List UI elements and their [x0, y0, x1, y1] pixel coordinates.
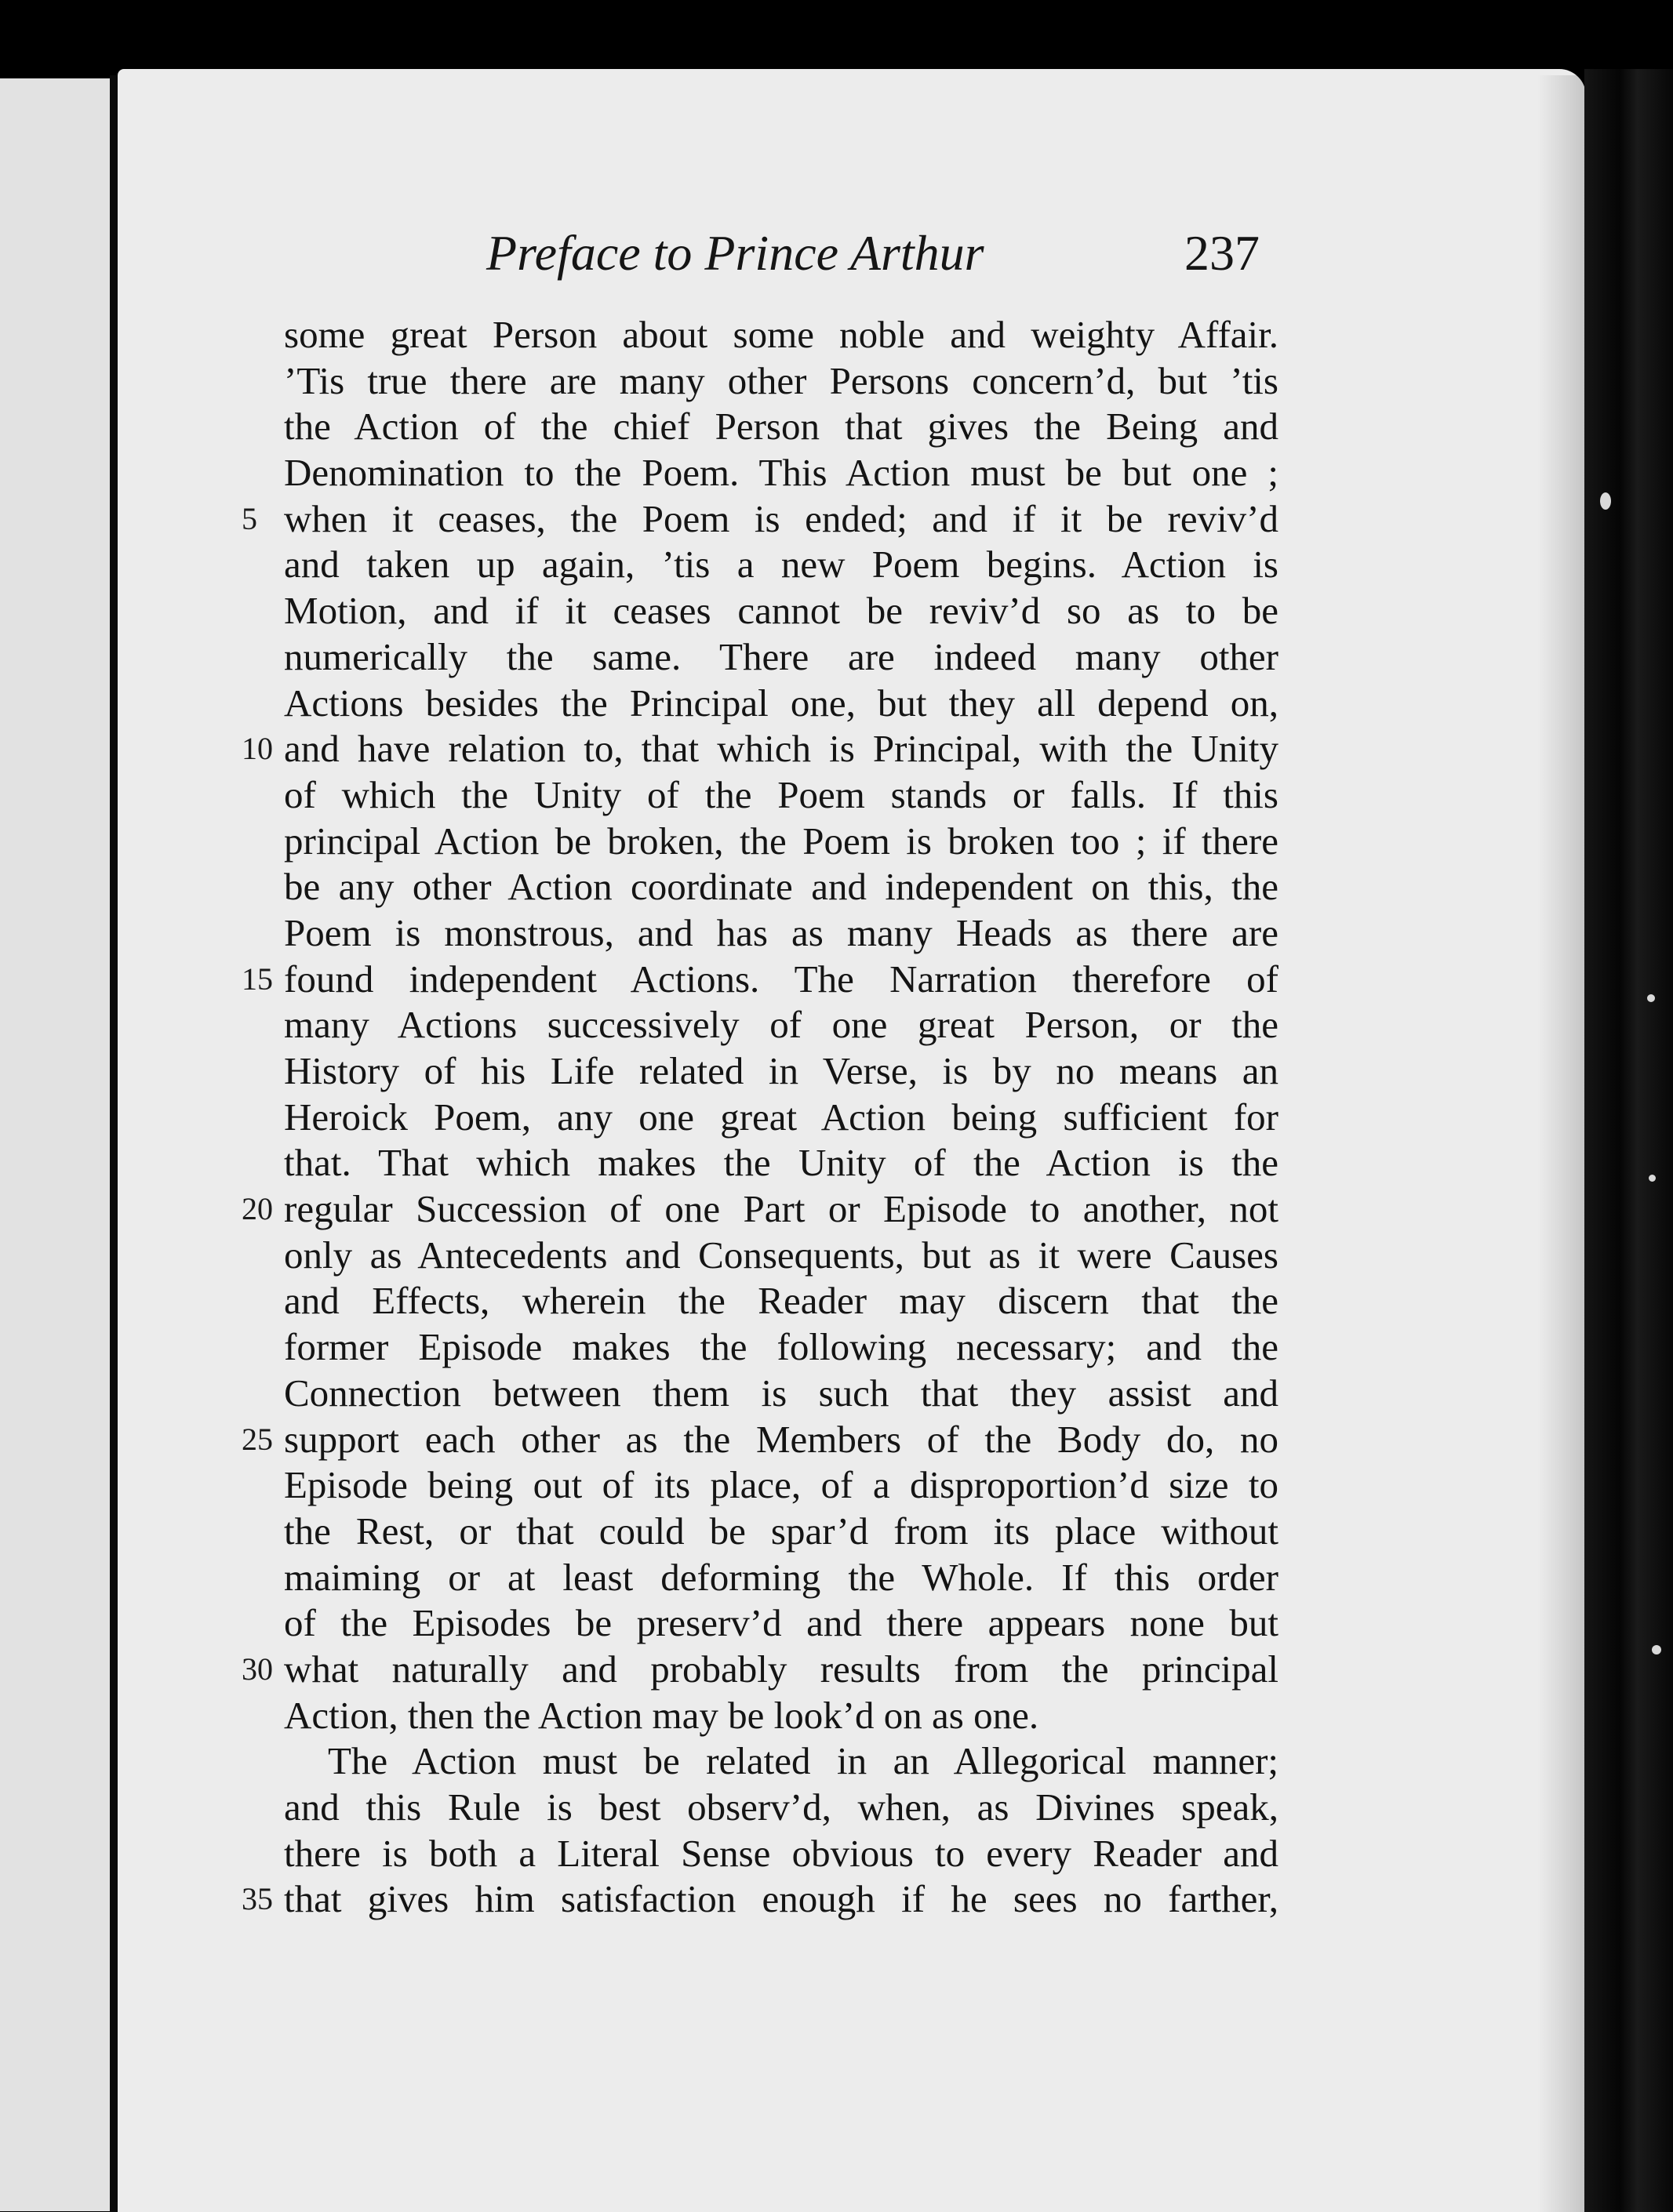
running-head: Preface to Prince Arthur	[486, 225, 984, 281]
line-text: principal Action be broken, the Poem is broken too ; if there	[284, 819, 1278, 863]
line-number: 35	[242, 1881, 273, 1917]
text-line	[284, 1002, 1278, 1048]
line-text: many Actions successively of one great Person, or the	[284, 1003, 1278, 1047]
line-text: of which the Unity of the Poem stands or falls. If this	[284, 772, 1278, 816]
facing-page-edge	[0, 78, 110, 2211]
text-line	[284, 312, 1278, 358]
line-number: 30	[242, 1651, 273, 1687]
line-number: 20	[242, 1191, 273, 1227]
text-line	[242, 1876, 1278, 1923]
line-text: the Action of the chief Person that gives the Being and	[284, 405, 1278, 449]
text-line	[284, 819, 1278, 865]
text-line	[284, 1785, 1278, 1831]
line-text: Poem is monstrous, and has as many Heads as there are	[284, 910, 1278, 954]
text-line	[284, 588, 1278, 634]
text-line	[284, 1693, 1278, 1739]
line-text: support each other as the Members of the Body do, no	[284, 1417, 1278, 1461]
line-text: former Episode makes the following necessary; and the	[284, 1325, 1278, 1369]
text-line	[242, 1417, 1278, 1463]
text-line	[284, 450, 1278, 496]
text-line	[284, 1738, 1278, 1785]
text-line	[284, 1048, 1278, 1095]
gutter-shadow	[110, 75, 118, 2212]
page-curl-shadow	[1537, 75, 1584, 2212]
text-line	[284, 772, 1278, 819]
line-text: what naturally and probably results from the principal	[284, 1647, 1278, 1691]
line-text: Episode being out of its place, of a disproportion’d size to	[284, 1463, 1278, 1507]
text-line	[284, 1371, 1278, 1417]
text-line	[284, 1278, 1278, 1324]
text-line	[284, 1233, 1278, 1279]
line-text: The Action must be related in an Allegorical manner;	[328, 1739, 1278, 1783]
line-text: maiming or at least deforming the Whole. If this order	[284, 1555, 1278, 1599]
line-text: ’Tis true there are many other Persons concern’d, but ’tis	[284, 358, 1278, 402]
line-text: there is both a Literal Sense obvious to every Reader and	[284, 1831, 1278, 1875]
text-line	[284, 1095, 1278, 1141]
line-text: and have relation to, that which is Principal, with the Unity	[284, 727, 1278, 771]
line-number: 5	[242, 500, 257, 536]
text-line	[284, 1600, 1278, 1647]
line-text: Denomination to the Poem. This Action must be but one ;	[284, 451, 1278, 495]
line-text: regular Succession of one Part or Episode to another, not	[284, 1187, 1278, 1231]
line-text: of the Episodes be preserv’d and there appears none but	[284, 1601, 1278, 1645]
text-line	[242, 1647, 1278, 1693]
line-text: and taken up again, ’tis a new Poem begins. Action is	[284, 543, 1278, 587]
line-text: Motion, and if it ceases cannot be reviv’d so as to be	[284, 589, 1278, 633]
line-number: 10	[242, 731, 273, 767]
line-number: 25	[242, 1421, 273, 1457]
line-text: numerically the same. There are indeed many other	[284, 634, 1278, 678]
line-text: Connection between them is such that they assist and	[284, 1371, 1278, 1415]
line-text: and Effects, wherein the Reader may discern that the	[284, 1279, 1278, 1323]
line-text: Heroick Poem, any one great Action being sufficient for	[284, 1095, 1278, 1139]
line-text: History of his Life related in Verse, is by no means an	[284, 1049, 1278, 1092]
line-text: Action, then the Action may be look’d on as one.	[284, 1693, 1039, 1737]
line-text: found independent Actions. The Narration therefore of	[284, 957, 1278, 1001]
text-line	[284, 542, 1278, 588]
page-number: 237	[1184, 225, 1260, 281]
text-line	[284, 634, 1278, 681]
line-text: that. That which makes the Unity of the Action is the	[284, 1141, 1278, 1185]
text-line	[284, 910, 1278, 957]
text-line	[284, 1462, 1278, 1509]
line-text: the Rest, or that could be spar’d from its place without	[284, 1509, 1278, 1553]
line-text: when it ceases, the Poem is ended; and if it be reviv’d	[284, 496, 1278, 540]
line-text: Actions besides the Principal one, but they all depend on,	[284, 681, 1278, 725]
text-line	[284, 1324, 1278, 1371]
text-line	[284, 1509, 1278, 1555]
line-number: 15	[242, 961, 273, 997]
text-line	[242, 957, 1278, 1003]
line-text: only as Antecedents and Consequents, but as it were Causes	[284, 1233, 1278, 1277]
text-line	[284, 864, 1278, 910]
body-text	[242, 312, 1278, 1923]
line-text: and this Rule is best observ’d, when, as Divines speak,	[284, 1785, 1278, 1829]
book-binding-edge	[1584, 69, 1673, 2212]
line-text: that gives him satisfaction enough if he sees no farther,	[284, 1877, 1278, 1921]
text-line	[242, 1186, 1278, 1233]
text-line	[242, 496, 1278, 543]
line-text: some great Person about some noble and weighty Affair.	[284, 313, 1278, 356]
line-text: be any other Action coordinate and independent on this, the	[284, 865, 1278, 909]
text-line	[284, 358, 1278, 405]
text-line	[284, 1140, 1278, 1186]
text-line	[284, 404, 1278, 450]
text-line	[284, 1555, 1278, 1601]
text-line	[242, 726, 1278, 772]
text-line	[284, 1831, 1278, 1877]
text-line	[284, 681, 1278, 727]
